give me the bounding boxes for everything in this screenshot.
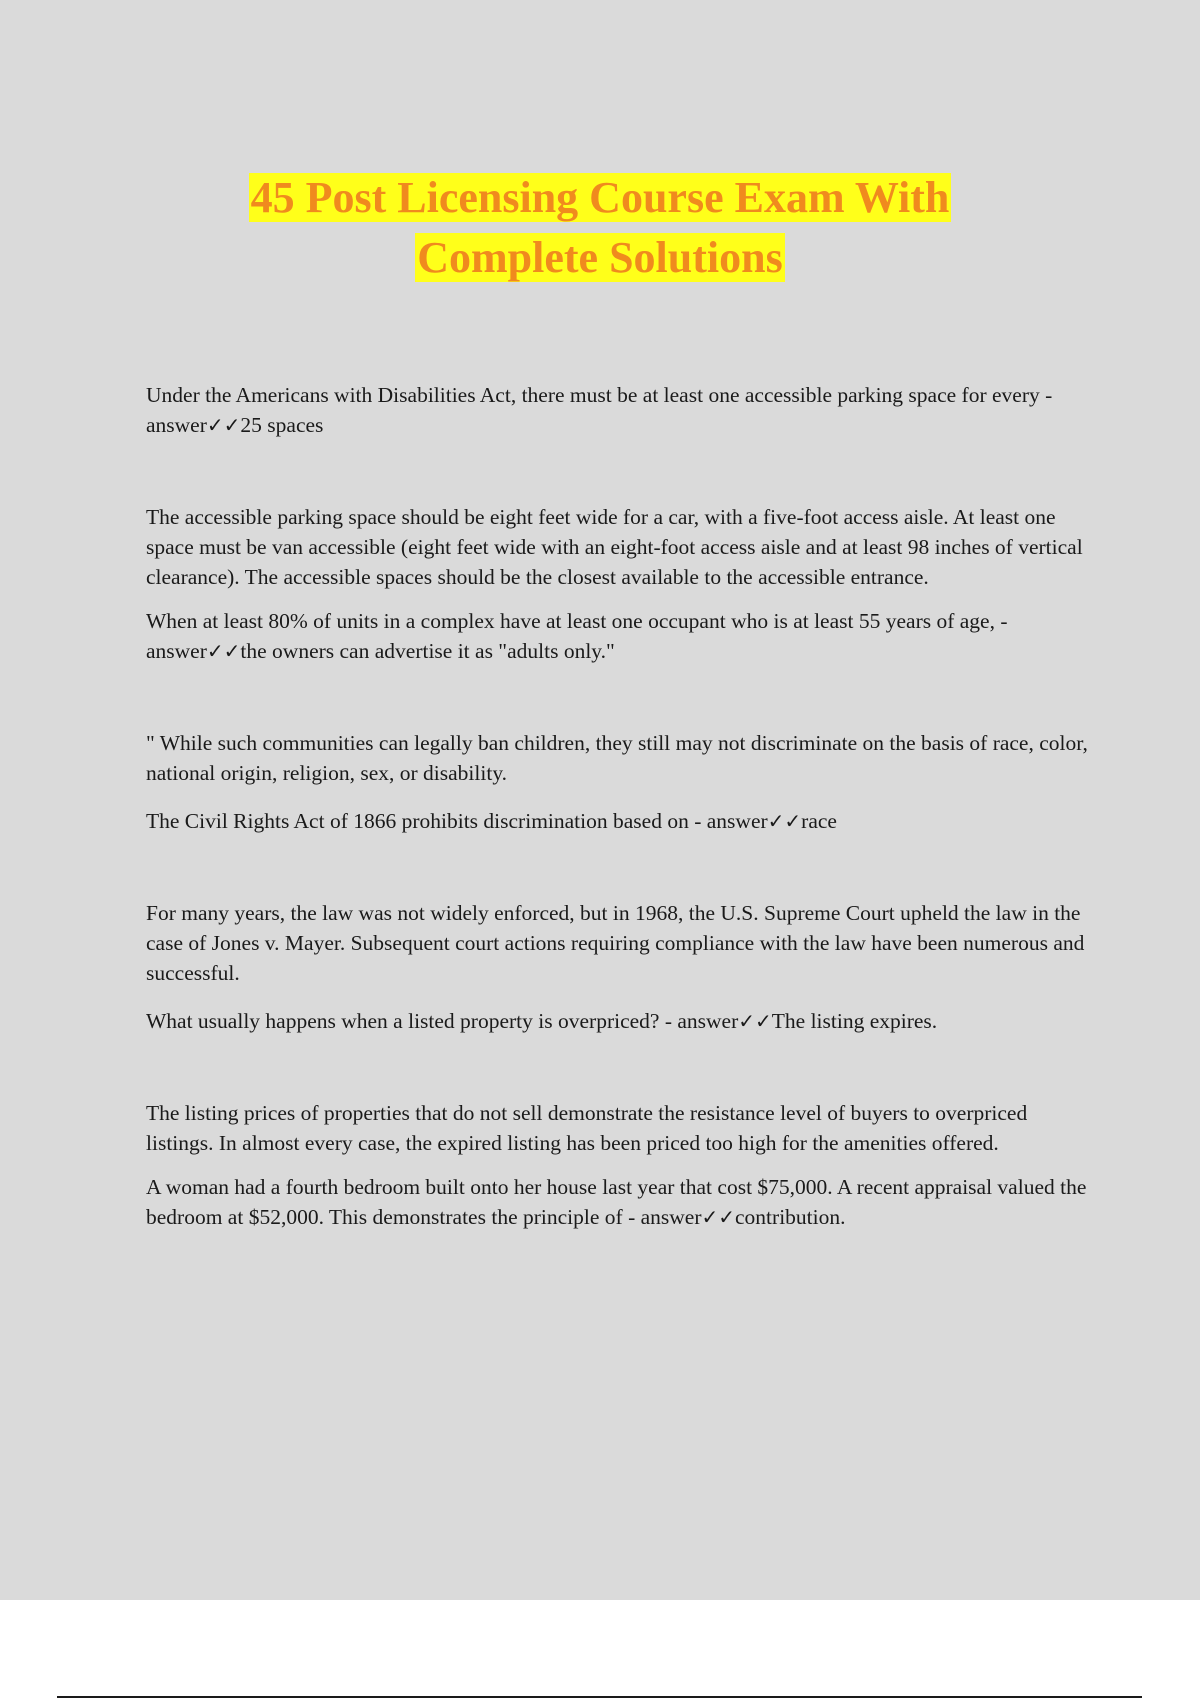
- checkmark-icon: ✓✓: [701, 1205, 736, 1229]
- answer-marker: - answer: [664, 1009, 739, 1033]
- title-line-1: 45 Post Licensing Course Exam With: [250, 173, 950, 222]
- question-4: [146, 1006, 1096, 1036]
- footer-divider: [57, 1696, 1142, 1698]
- question-5: [146, 1172, 1096, 1232]
- checkmark-icon: ✓✓: [206, 413, 241, 437]
- answer-text: The listing expires.: [771, 1009, 938, 1033]
- explanation-2: " While such communities can legally ban children, they still may not discriminate on the basis of race, color, national origin, religion, sex, or disability.: [146, 731, 1088, 785]
- checkmark-icon: ✓✓: [206, 639, 241, 663]
- question-text: What usually happens when a listed property is overpriced?: [146, 1009, 660, 1033]
- title-line-2: Complete Solutions: [417, 233, 783, 282]
- answer-text: contribution.: [735, 1205, 846, 1229]
- question-2: [146, 606, 1096, 666]
- question-text: Under the Americans with Disabilities Act, there must be at least one accessible parking space for every: [146, 383, 1040, 407]
- question-text: When at least 80% of units in a complex have at least one occupant who is at least 55 years of age,: [146, 609, 995, 633]
- answer-marker: - answer: [694, 809, 768, 833]
- explanation-4: The listing prices of properties that do not sell demonstrate the resistance level of buyers to overpriced listings. In almost every case, the expired listing has been priced too high for the amenities offered.: [146, 1101, 1028, 1155]
- explanation-1: The accessible parking space should be eight feet wide for a car, with a five-foot access aisle. At least one space must be van accessible (eight feet wide with an eight-foot access aisle and at least 98 inches of vertical clearance). The accessible spaces should be the closest available to the accessible entrance.: [146, 505, 1083, 589]
- checkmark-icon: ✓✓: [767, 809, 802, 833]
- explanation-3: For many years, the law was not widely enforced, but in 1968, the U.S. Supreme Court upheld the law in the case of Jones v. Mayer. Subsequent court actions requiring compliance with the law have been numerous and successful.: [146, 901, 1085, 985]
- answer-text: race: [801, 809, 837, 833]
- qa-content: [146, 380, 1096, 1232]
- checkmark-icon: ✓✓: [738, 1009, 772, 1033]
- answer-text: the owners can advertise it as "adults only.": [240, 639, 615, 663]
- answer-text: 25 spaces: [240, 413, 324, 437]
- question-3: [146, 806, 1096, 836]
- answer-marker: - answer: [146, 609, 1008, 663]
- answer-marker: - answer: [146, 383, 1053, 437]
- question-text: A woman had a fourth bedroom built onto her house last year that cost $75,000. A recent appraisal valued the bedroom at $52,000. This demonstrates the principle of: [146, 1175, 1087, 1229]
- question-1: [146, 380, 1096, 440]
- document-title: [0, 168, 1200, 288]
- answer-marker: - answer: [628, 1205, 702, 1229]
- question-text: The Civil Rights Act of 1866 prohibits discrimination based on: [146, 809, 689, 833]
